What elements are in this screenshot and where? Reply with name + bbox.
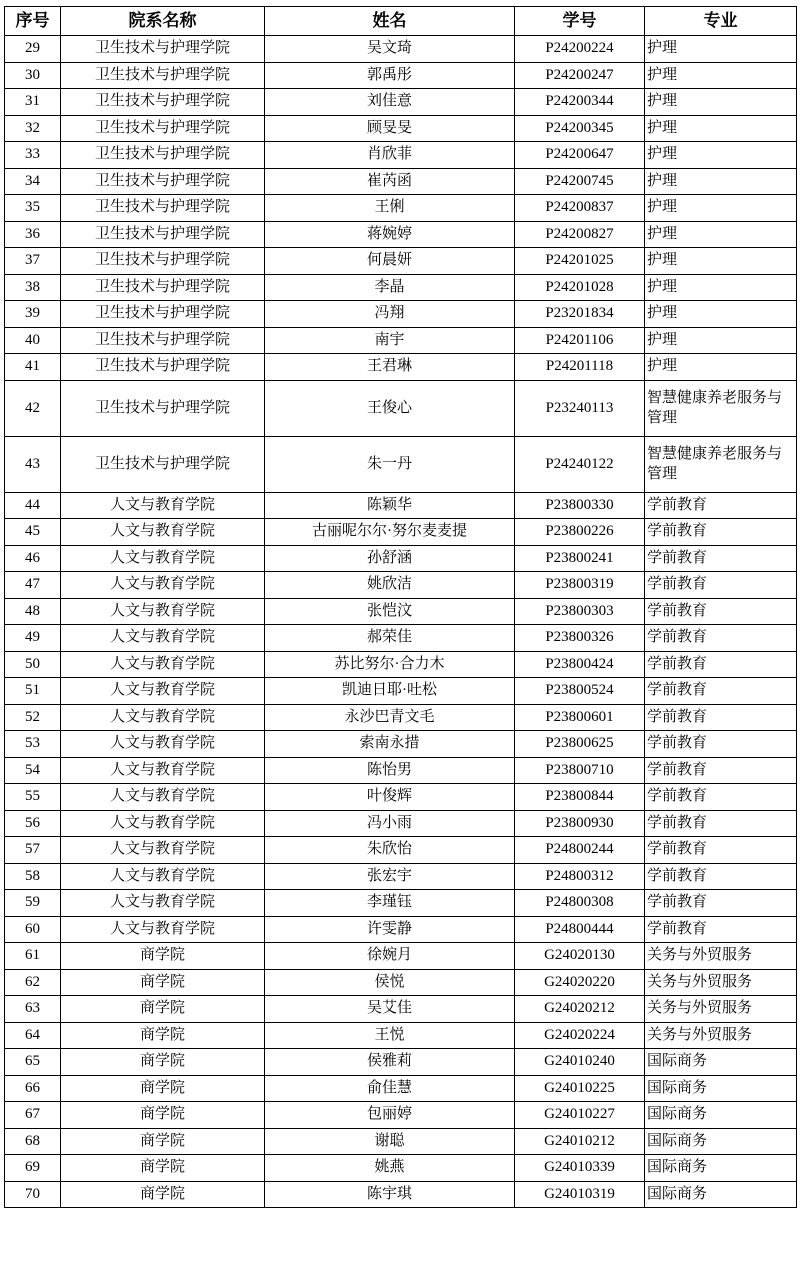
cell-index: 41: [5, 354, 61, 381]
table-row: [5, 274, 797, 301]
cell-student-id: P24240122: [515, 436, 645, 492]
table-row: [5, 1075, 797, 1102]
cell-name: 古丽呢尔尔·努尔麦麦提: [265, 519, 515, 546]
cell-major: 护理: [645, 274, 797, 301]
cell-index: 60: [5, 916, 61, 943]
cell-major: 学前教育: [645, 678, 797, 705]
cell-name: 索南永措: [265, 731, 515, 758]
cell-major: 关务与外贸服务: [645, 943, 797, 970]
table-row: [5, 598, 797, 625]
cell-major: 学前教育: [645, 598, 797, 625]
table-row: [5, 436, 797, 492]
column-header-major: 专业: [645, 7, 797, 36]
cell-name: 郭禹彤: [265, 62, 515, 89]
cell-student-id: P24201025: [515, 248, 645, 275]
cell-index: 55: [5, 784, 61, 811]
cell-major: 学前教育: [645, 492, 797, 519]
cell-name: 张宏宇: [265, 863, 515, 890]
cell-index: 33: [5, 142, 61, 169]
cell-student-id: P24800312: [515, 863, 645, 890]
table-row: [5, 1181, 797, 1208]
cell-major: 学前教育: [645, 757, 797, 784]
cell-name: 永沙巴青文毛: [265, 704, 515, 731]
cell-name: 王君琳: [265, 354, 515, 381]
cell-student-id: P23800930: [515, 810, 645, 837]
cell-student-id: G24020130: [515, 943, 645, 970]
table-row: [5, 354, 797, 381]
cell-student-id: P24200837: [515, 195, 645, 222]
cell-student-id: P24201028: [515, 274, 645, 301]
cell-major: 护理: [645, 36, 797, 63]
cell-student-id: P23201834: [515, 301, 645, 328]
table-row: [5, 168, 797, 195]
cell-index: 63: [5, 996, 61, 1023]
cell-index: 56: [5, 810, 61, 837]
cell-name: 苏比努尔·合力木: [265, 651, 515, 678]
cell-name: 叶俊辉: [265, 784, 515, 811]
cell-index: 40: [5, 327, 61, 354]
cell-name: 冯翔: [265, 301, 515, 328]
cell-student-id: G24010212: [515, 1128, 645, 1155]
cell-major: 关务与外贸服务: [645, 969, 797, 996]
cell-department: 商学院: [61, 1181, 265, 1208]
cell-department: 卫生技术与护理学院: [61, 301, 265, 328]
cell-index: 32: [5, 115, 61, 142]
column-header-name: 姓名: [265, 7, 515, 36]
cell-department: 人文与教育学院: [61, 545, 265, 572]
cell-major: 护理: [645, 195, 797, 222]
cell-student-id: P23240113: [515, 380, 645, 436]
table-row: [5, 89, 797, 116]
cell-department: 卫生技术与护理学院: [61, 142, 265, 169]
table-row: [5, 519, 797, 546]
cell-name: 吴艾佳: [265, 996, 515, 1023]
cell-student-id: G24020224: [515, 1022, 645, 1049]
table-row: [5, 1128, 797, 1155]
cell-index: 43: [5, 436, 61, 492]
cell-department: 人文与教育学院: [61, 810, 265, 837]
cell-department: 商学院: [61, 943, 265, 970]
cell-name: 姚欣洁: [265, 572, 515, 599]
cell-name: 王俊心: [265, 380, 515, 436]
cell-index: 47: [5, 572, 61, 599]
cell-name: 谢聪: [265, 1128, 515, 1155]
cell-name: 侯悦: [265, 969, 515, 996]
cell-index: 29: [5, 36, 61, 63]
cell-student-id: G24020212: [515, 996, 645, 1023]
table-row: [5, 731, 797, 758]
cell-student-id: P23800226: [515, 519, 645, 546]
cell-department: 商学院: [61, 1022, 265, 1049]
cell-department: 卫生技术与护理学院: [61, 327, 265, 354]
cell-department: 卫生技术与护理学院: [61, 62, 265, 89]
cell-major: 学前教育: [645, 651, 797, 678]
cell-index: 62: [5, 969, 61, 996]
table-row: [5, 1102, 797, 1129]
cell-major: 学前教育: [645, 916, 797, 943]
cell-index: 35: [5, 195, 61, 222]
cell-department: 人文与教育学院: [61, 492, 265, 519]
table-row: [5, 221, 797, 248]
cell-index: 59: [5, 890, 61, 917]
cell-major: 学前教育: [645, 704, 797, 731]
cell-department: 商学院: [61, 1102, 265, 1129]
cell-student-id: P23800424: [515, 651, 645, 678]
cell-department: 商学院: [61, 996, 265, 1023]
cell-name: 俞佳慧: [265, 1075, 515, 1102]
cell-major: 护理: [645, 89, 797, 116]
cell-name: 李晶: [265, 274, 515, 301]
table-row: [5, 651, 797, 678]
cell-student-id: P23800319: [515, 572, 645, 599]
cell-index: 46: [5, 545, 61, 572]
column-header-department: 院系名称: [61, 7, 265, 36]
cell-major: 国际商务: [645, 1049, 797, 1076]
cell-major: 关务与外贸服务: [645, 996, 797, 1023]
cell-student-id: G24010225: [515, 1075, 645, 1102]
cell-department: 人文与教育学院: [61, 757, 265, 784]
table-row: [5, 195, 797, 222]
cell-student-id: P23800844: [515, 784, 645, 811]
cell-department: 卫生技术与护理学院: [61, 354, 265, 381]
cell-name: 何晨妍: [265, 248, 515, 275]
cell-index: 31: [5, 89, 61, 116]
cell-department: 人文与教育学院: [61, 572, 265, 599]
cell-department: 人文与教育学院: [61, 784, 265, 811]
cell-major: 护理: [645, 327, 797, 354]
cell-major: 护理: [645, 168, 797, 195]
table-row: [5, 916, 797, 943]
cell-name: 吴文琦: [265, 36, 515, 63]
cell-major: 护理: [645, 248, 797, 275]
cell-name: 李瑾钰: [265, 890, 515, 917]
cell-student-id: G24010227: [515, 1102, 645, 1129]
cell-name: 朱一丹: [265, 436, 515, 492]
cell-index: 69: [5, 1155, 61, 1182]
cell-index: 64: [5, 1022, 61, 1049]
cell-department: 人文与教育学院: [61, 625, 265, 652]
cell-name: 许雯静: [265, 916, 515, 943]
cell-major: 学前教育: [645, 519, 797, 546]
table-row: [5, 863, 797, 890]
cell-name: 陈宇琪: [265, 1181, 515, 1208]
cell-index: 44: [5, 492, 61, 519]
table-row: [5, 36, 797, 63]
table-row: [5, 1022, 797, 1049]
cell-index: 67: [5, 1102, 61, 1129]
cell-student-id: P23800524: [515, 678, 645, 705]
table-row: [5, 704, 797, 731]
cell-name: 包丽婷: [265, 1102, 515, 1129]
cell-name: 王悦: [265, 1022, 515, 1049]
cell-department: 卫生技术与护理学院: [61, 89, 265, 116]
cell-department: 人文与教育学院: [61, 704, 265, 731]
cell-name: 顾旻旻: [265, 115, 515, 142]
cell-department: 商学院: [61, 1155, 265, 1182]
table-row: [5, 969, 797, 996]
table-row: [5, 301, 797, 328]
cell-index: 34: [5, 168, 61, 195]
cell-student-id: P23800710: [515, 757, 645, 784]
table-row: [5, 115, 797, 142]
cell-index: 45: [5, 519, 61, 546]
cell-index: 51: [5, 678, 61, 705]
cell-index: 49: [5, 625, 61, 652]
cell-student-id: P23800625: [515, 731, 645, 758]
cell-student-id: G24010240: [515, 1049, 645, 1076]
cell-student-id: P23800330: [515, 492, 645, 519]
cell-index: 58: [5, 863, 61, 890]
cell-student-id: P24800308: [515, 890, 645, 917]
cell-student-id: P24200224: [515, 36, 645, 63]
table-row: [5, 890, 797, 917]
cell-major: 护理: [645, 142, 797, 169]
cell-department: 人文与教育学院: [61, 678, 265, 705]
cell-student-id: P23800601: [515, 704, 645, 731]
cell-index: 36: [5, 221, 61, 248]
cell-department: 卫生技术与护理学院: [61, 115, 265, 142]
table-row: [5, 572, 797, 599]
cell-student-id: G24010319: [515, 1181, 645, 1208]
cell-department: 商学院: [61, 969, 265, 996]
cell-department: 人文与教育学院: [61, 863, 265, 890]
cell-student-id: P23800326: [515, 625, 645, 652]
cell-student-id: P24201106: [515, 327, 645, 354]
cell-department: 商学院: [61, 1075, 265, 1102]
cell-major: 国际商务: [645, 1181, 797, 1208]
table-row: [5, 996, 797, 1023]
cell-department: 卫生技术与护理学院: [61, 195, 265, 222]
table-row: [5, 248, 797, 275]
cell-student-id: P24200247: [515, 62, 645, 89]
table-row: [5, 1049, 797, 1076]
cell-major: 护理: [645, 221, 797, 248]
cell-major: 智慧健康养老服务与管理: [645, 436, 797, 492]
cell-major: 护理: [645, 301, 797, 328]
cell-index: 30: [5, 62, 61, 89]
cell-index: 70: [5, 1181, 61, 1208]
cell-department: 卫生技术与护理学院: [61, 36, 265, 63]
cell-name: 孙舒涵: [265, 545, 515, 572]
cell-major: 学前教育: [645, 863, 797, 890]
cell-major: 学前教育: [645, 837, 797, 864]
cell-department: 卫生技术与护理学院: [61, 274, 265, 301]
table-row: [5, 837, 797, 864]
cell-major: 国际商务: [645, 1128, 797, 1155]
cell-major: 护理: [645, 62, 797, 89]
cell-name: 冯小雨: [265, 810, 515, 837]
table-row: [5, 62, 797, 89]
cell-name: 姚燕: [265, 1155, 515, 1182]
cell-major: 学前教育: [645, 625, 797, 652]
cell-major: 学前教育: [645, 545, 797, 572]
cell-index: 66: [5, 1075, 61, 1102]
table-row: [5, 327, 797, 354]
cell-name: 侯雅莉: [265, 1049, 515, 1076]
cell-student-id: P24800244: [515, 837, 645, 864]
cell-index: 61: [5, 943, 61, 970]
cell-name: 南宇: [265, 327, 515, 354]
cell-index: 52: [5, 704, 61, 731]
column-header-index: 序号: [5, 7, 61, 36]
cell-index: 37: [5, 248, 61, 275]
cell-student-id: P24200745: [515, 168, 645, 195]
cell-department: 人文与教育学院: [61, 651, 265, 678]
cell-department: 卫生技术与护理学院: [61, 436, 265, 492]
cell-index: 65: [5, 1049, 61, 1076]
table-row: [5, 1155, 797, 1182]
cell-department: 人文与教育学院: [61, 731, 265, 758]
table-row: [5, 380, 797, 436]
cell-student-id: P24201118: [515, 354, 645, 381]
cell-name: 蒋婉婷: [265, 221, 515, 248]
cell-name: 陈颖华: [265, 492, 515, 519]
table-row: [5, 678, 797, 705]
cell-department: 人文与教育学院: [61, 890, 265, 917]
cell-major: 学前教育: [645, 784, 797, 811]
cell-name: 张恺汶: [265, 598, 515, 625]
student-roster-table: [4, 6, 797, 1208]
cell-name: 朱欣怡: [265, 837, 515, 864]
cell-index: 54: [5, 757, 61, 784]
cell-index: 38: [5, 274, 61, 301]
cell-index: 53: [5, 731, 61, 758]
cell-index: 57: [5, 837, 61, 864]
table-row: [5, 545, 797, 572]
cell-student-id: P24200827: [515, 221, 645, 248]
table-row: [5, 810, 797, 837]
cell-department: 人文与教育学院: [61, 598, 265, 625]
cell-index: 50: [5, 651, 61, 678]
cell-student-id: P23800303: [515, 598, 645, 625]
cell-student-id: P24800444: [515, 916, 645, 943]
cell-department: 人文与教育学院: [61, 837, 265, 864]
cell-department: 商学院: [61, 1128, 265, 1155]
table-header-row: [5, 7, 797, 36]
cell-student-id: P24200647: [515, 142, 645, 169]
table-row: [5, 492, 797, 519]
cell-name: 徐婉月: [265, 943, 515, 970]
cell-name: 郝荣佳: [265, 625, 515, 652]
cell-index: 48: [5, 598, 61, 625]
cell-major: 学前教育: [645, 810, 797, 837]
cell-name: 崔芮函: [265, 168, 515, 195]
column-header-student-id: 学号: [515, 7, 645, 36]
cell-department: 商学院: [61, 1049, 265, 1076]
cell-major: 学前教育: [645, 731, 797, 758]
cell-major: 学前教育: [645, 890, 797, 917]
cell-name: 肖欣菲: [265, 142, 515, 169]
cell-student-id: G24010339: [515, 1155, 645, 1182]
cell-department: 卫生技术与护理学院: [61, 168, 265, 195]
cell-department: 卫生技术与护理学院: [61, 248, 265, 275]
cell-student-id: P24200344: [515, 89, 645, 116]
cell-name: 陈怡男: [265, 757, 515, 784]
table-row: [5, 943, 797, 970]
cell-major: 国际商务: [645, 1102, 797, 1129]
cell-name: 凯迪日耶·吐松: [265, 678, 515, 705]
cell-major: 关务与外贸服务: [645, 1022, 797, 1049]
cell-index: 42: [5, 380, 61, 436]
cell-major: 护理: [645, 115, 797, 142]
cell-major: 学前教育: [645, 572, 797, 599]
cell-department: 人文与教育学院: [61, 916, 265, 943]
table-row: [5, 142, 797, 169]
cell-student-id: P24200345: [515, 115, 645, 142]
cell-major: 国际商务: [645, 1155, 797, 1182]
table-row: [5, 757, 797, 784]
cell-name: 刘佳意: [265, 89, 515, 116]
cell-department: 卫生技术与护理学院: [61, 380, 265, 436]
cell-name: 王俐: [265, 195, 515, 222]
cell-major: 国际商务: [645, 1075, 797, 1102]
table-body: [5, 36, 797, 1208]
cell-major: 护理: [645, 354, 797, 381]
table-row: [5, 625, 797, 652]
cell-student-id: P23800241: [515, 545, 645, 572]
cell-index: 39: [5, 301, 61, 328]
cell-index: 68: [5, 1128, 61, 1155]
cell-student-id: G24020220: [515, 969, 645, 996]
cell-major: 智慧健康养老服务与管理: [645, 380, 797, 436]
cell-department: 人文与教育学院: [61, 519, 265, 546]
table-header: [5, 7, 797, 36]
table-row: [5, 784, 797, 811]
cell-department: 卫生技术与护理学院: [61, 221, 265, 248]
